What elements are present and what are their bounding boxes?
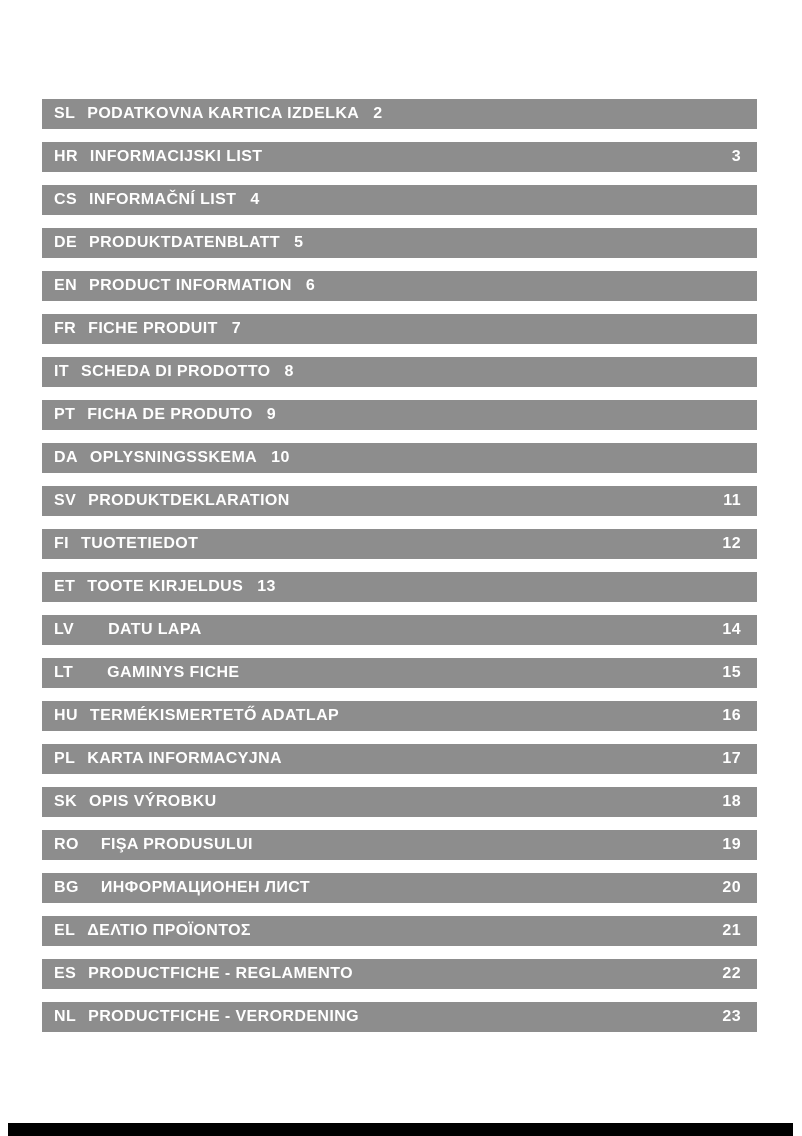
page-number: 9 (266, 406, 277, 423)
toc-row (42, 185, 757, 215)
page-number: 4 (250, 191, 260, 208)
toc-row (42, 1002, 757, 1032)
toc-row (42, 99, 757, 129)
page-number: 21 (722, 922, 741, 939)
section-title: SCHEDA DI PRODOTTO (81, 363, 271, 380)
section-title: ИНФОРМАЦИОНЕН ЛИСТ (100, 879, 311, 896)
toc-row (42, 916, 757, 946)
page-number: 13 (257, 578, 276, 595)
toc-row (42, 529, 757, 559)
page-number: 7 (231, 320, 242, 337)
language-code: CS (54, 191, 78, 208)
page-number: 8 (284, 363, 294, 380)
toc-row (42, 658, 757, 688)
toc-row (42, 314, 757, 344)
toc-row (42, 271, 757, 301)
language-code: SK (54, 793, 78, 810)
language-code: ES (54, 965, 77, 982)
section-title: PRODUKTDEKLARATION (88, 492, 290, 509)
toc-row (42, 873, 757, 903)
toc-row (42, 830, 757, 860)
toc-row (42, 744, 757, 774)
language-code: NL (54, 1008, 77, 1025)
section-title: INFORMAČNÍ LIST (89, 191, 237, 208)
language-code: FR (54, 320, 77, 337)
section-title: FIŞA PRODUSULUI (100, 836, 253, 853)
language-code: HR (54, 148, 78, 165)
toc-row (42, 959, 757, 989)
page-number: 12 (722, 535, 741, 552)
language-code: LV (54, 621, 75, 638)
toc-row (42, 142, 757, 172)
page-number: 3 (731, 148, 741, 165)
section-title: OPIS VÝROBKU (89, 793, 217, 810)
footer-bar (8, 1123, 793, 1136)
toc-row (42, 787, 757, 817)
page-number: 15 (722, 664, 741, 681)
language-code: HU (54, 707, 78, 724)
section-title: INFORMACIJSKI LIST (89, 148, 263, 165)
toc-row (42, 357, 757, 387)
toc-row (42, 486, 757, 516)
page-number: 10 (271, 449, 290, 466)
section-title: KARTA INFORMACYJNA (87, 750, 282, 767)
toc-row (42, 615, 757, 645)
section-title: TERMÉKISMERTETŐ ADATLAP (89, 707, 340, 724)
section-title: TUOTETIEDOT (81, 535, 199, 552)
language-code: PL (54, 750, 76, 767)
language-code: LT (54, 664, 74, 681)
section-title: FICHE PRODUIT (88, 320, 218, 337)
language-code: DE (54, 234, 78, 251)
section-title: PODATKOVNA KARTICA IZDELKA (87, 105, 360, 122)
section-title: TOOTE KIRJELDUS (87, 578, 244, 595)
page-number: 5 (294, 234, 304, 251)
language-code: SL (54, 105, 76, 122)
section-title: ΔΕΛΤΙΟ ΠΡΟΪΟΝΤΟΣ (87, 922, 251, 939)
language-code: PT (54, 406, 76, 423)
toc-row (42, 701, 757, 731)
page-number: 23 (722, 1008, 741, 1025)
toc-row (42, 572, 757, 602)
language-code: SV (54, 492, 77, 509)
language-code: DA (54, 449, 78, 466)
page-number: 17 (722, 750, 741, 767)
section-title: PRODUCT INFORMATION (89, 277, 292, 294)
section-title: FICHA DE PRODUTO (87, 406, 253, 423)
language-code: ET (54, 578, 76, 595)
table-of-contents (42, 99, 757, 1045)
language-code: IT (54, 363, 70, 380)
section-title: PRODUCTFICHE - VERORDENING (88, 1008, 359, 1025)
page-number: 19 (722, 836, 741, 853)
page-number: 6 (305, 277, 316, 294)
page-number: 22 (722, 965, 741, 982)
language-code: RO (54, 836, 79, 853)
toc-row (42, 400, 757, 430)
section-title: PRODUCTFICHE - REGLAMENTO (88, 965, 353, 982)
page-number: 16 (722, 707, 741, 724)
language-code: EN (54, 277, 78, 294)
toc-row (42, 443, 757, 473)
language-code: FI (54, 535, 70, 552)
section-title: DATU LAPA (108, 621, 202, 638)
page-number: 11 (723, 492, 741, 509)
page-number: 20 (722, 879, 741, 896)
page-number: 2 (373, 105, 383, 122)
language-code: BG (54, 879, 79, 896)
section-title: PRODUKTDATENBLATT (89, 234, 281, 251)
toc-row (42, 228, 757, 258)
page-number: 14 (722, 621, 741, 638)
section-title: OPLYSNINGSSKEMA (89, 449, 258, 466)
section-title: GAMINYS FICHE (107, 664, 240, 681)
language-code: EL (54, 922, 76, 939)
page-number: 18 (722, 793, 741, 810)
